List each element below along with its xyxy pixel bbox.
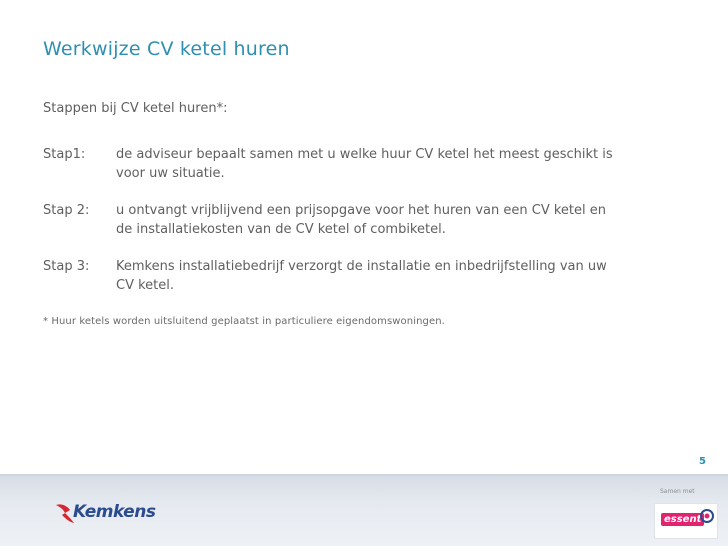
step-2-line-1: u ontvangt vrijblijvend een prijsopgave voor het huren van een CV ketel en — [116, 203, 607, 218]
step-1-line-2: voor uw situatie. — [116, 166, 225, 181]
essent-logo — [654, 503, 718, 539]
step-1-label: Stap1: — [43, 147, 86, 162]
essent-swirl-icon — [699, 508, 715, 524]
step-2-text — [116, 201, 676, 239]
step-1-text — [116, 145, 676, 183]
step-3-text — [116, 257, 676, 295]
step-2-label: Stap 2: — [43, 203, 90, 218]
step-3-line-1: Kemkens installatiebedrijf verzorgt de installatie en inbedrijfstelling van uw — [116, 259, 607, 274]
footnote: * Huur ketels worden uitsluitend geplaatst in particuliere eigendomswoningen. — [43, 316, 445, 327]
step-2-line-2: de installatiekosten van de CV ketel of combiketel. — [116, 222, 446, 237]
intro-text: Stappen bij CV ketel huren*: — [43, 101, 228, 116]
page-number: 5 — [699, 456, 706, 467]
partner-label: Samen met — [660, 488, 695, 495]
kemkens-logo — [54, 501, 154, 527]
essent-logo-text: essent — [661, 513, 704, 526]
step-3-label: Stap 3: — [43, 259, 90, 274]
slide-title: Werkwijze CV ketel huren — [43, 38, 290, 60]
kemkens-logo-text: Kemkens — [73, 502, 156, 522]
step-3-line-2: CV ketel. — [116, 278, 175, 293]
step-1-line-1: de adviseur bepaalt samen met u welke huur CV ketel het meest geschikt is — [116, 147, 613, 162]
